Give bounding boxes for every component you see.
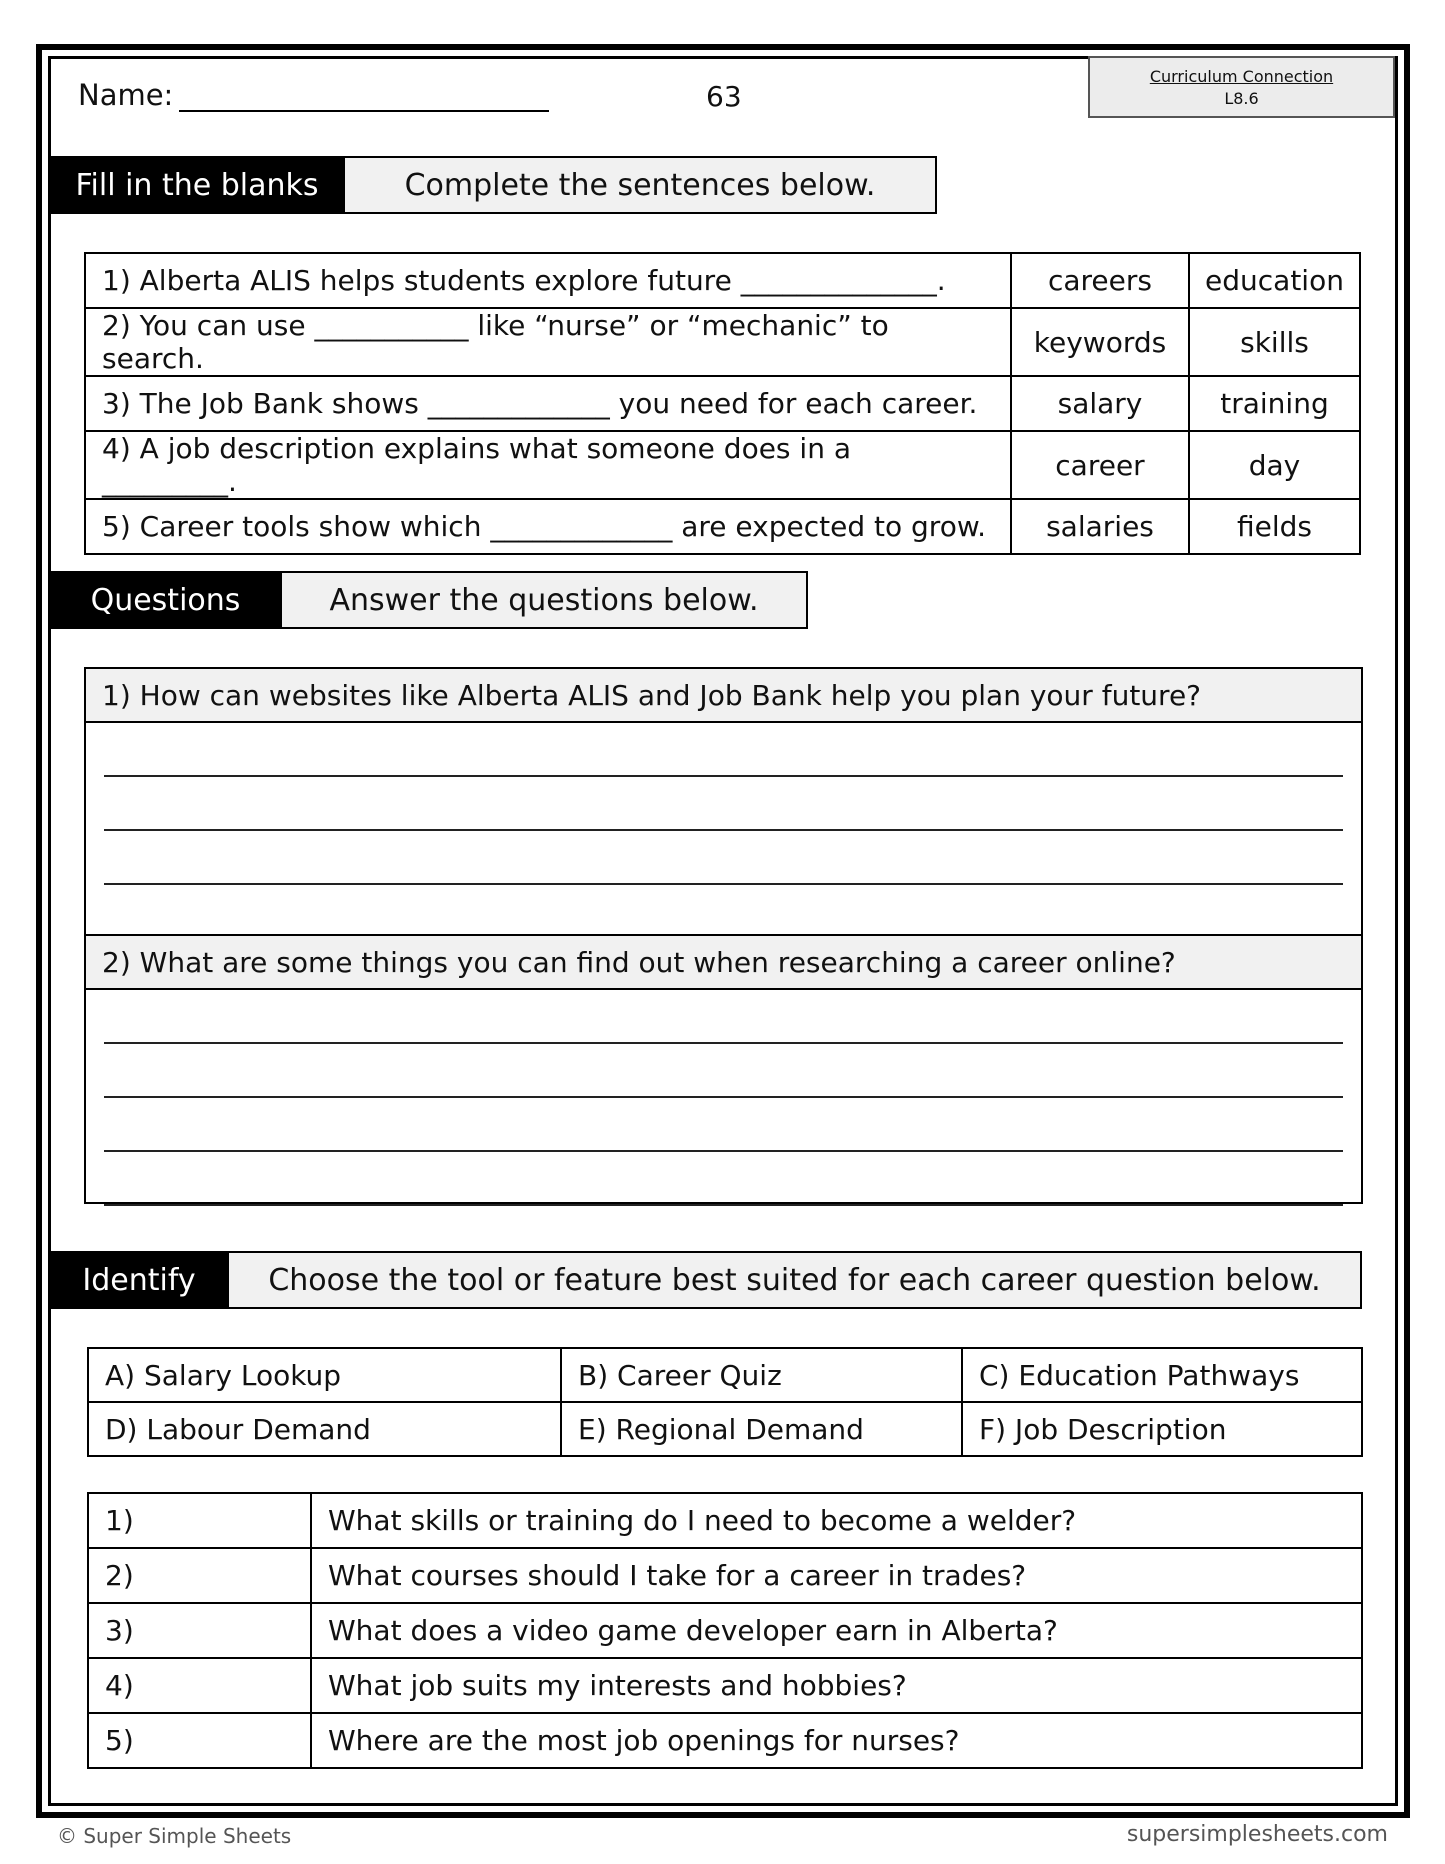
answer-line[interactable]: [104, 885, 1343, 939]
answer-cell[interactable]: 2): [88, 1548, 311, 1603]
table-row: [88, 1493, 1362, 1548]
answer-line[interactable]: [104, 990, 1343, 1044]
question-text: 1) How can websites like Alberta ALIS and Job Bank help you plan your future?: [86, 669, 1361, 723]
answer-line[interactable]: [104, 1152, 1343, 1206]
career-question-cell: Where are the most job openings for nurses?: [311, 1713, 1362, 1768]
identify-header: [51, 1251, 1362, 1309]
career-question-cell: What courses should I take for a career in trades?: [311, 1548, 1362, 1603]
identify-table: [87, 1492, 1363, 1769]
sentence-cell[interactable]: 2) You can use ___________ like “nurse” or “mechanic” to search.: [85, 308, 1011, 376]
word-bank-cell: careers: [1011, 253, 1189, 308]
footer-copyright: © Super Simple Sheets: [57, 1824, 292, 1848]
question-text: 2) What are some things you can find out when researching a career online?: [86, 936, 1361, 990]
career-question-cell: What skills or training do I need to become a welder?: [311, 1493, 1362, 1548]
table-row: [88, 1603, 1362, 1658]
table-row: [88, 1713, 1362, 1768]
table-row: [85, 431, 1360, 499]
section-label: Questions: [51, 571, 280, 629]
curriculum-title: Curriculum Connection: [1149, 67, 1334, 86]
table-row: [88, 1658, 1362, 1713]
choice-cell: B) Career Quiz: [561, 1348, 962, 1402]
choice-cell: D) Labour Demand: [88, 1402, 561, 1456]
answer-cell[interactable]: 1): [88, 1493, 311, 1548]
table-row: [85, 376, 1360, 431]
table-row: [88, 1348, 1362, 1402]
word-bank-cell: salaries: [1011, 499, 1189, 554]
word-bank-cell: fields: [1189, 499, 1360, 554]
section-label: Fill in the blanks: [51, 156, 343, 214]
tool-choices-table: [87, 1347, 1363, 1457]
section-instruction: Choose the tool or feature best suited for each career question below.: [227, 1251, 1362, 1309]
choice-cell: C) Education Pathways: [962, 1348, 1362, 1402]
word-bank-cell: skills: [1189, 308, 1360, 376]
choice-cell: E) Regional Demand: [561, 1402, 962, 1456]
answer-line[interactable]: [104, 1044, 1343, 1098]
word-bank-cell: keywords: [1011, 308, 1189, 376]
answer-line[interactable]: [104, 831, 1343, 885]
question-box-1: [84, 667, 1363, 937]
section-instruction: Complete the sentences below.: [343, 156, 937, 214]
word-bank-cell: career: [1011, 431, 1189, 499]
footer-website[interactable]: supersimplesheets.com: [1126, 1822, 1388, 1847]
question-box-2: [84, 934, 1363, 1204]
table-row: [88, 1548, 1362, 1603]
choice-cell: F) Job Description: [962, 1402, 1362, 1456]
sentence-cell[interactable]: 5) Career tools show which _____________ are expected to grow.: [85, 499, 1011, 554]
answer-line[interactable]: [104, 777, 1343, 831]
answer-line[interactable]: [104, 723, 1343, 777]
table-row: [85, 499, 1360, 554]
questions-header: [51, 571, 808, 629]
answer-line[interactable]: [104, 1098, 1343, 1152]
career-question-cell: What job suits my interests and hobbies?: [311, 1658, 1362, 1713]
sentence-cell[interactable]: 4) A job description explains what someone does in a _________.: [85, 431, 1011, 499]
section-instruction: Answer the questions below.: [280, 571, 808, 629]
career-question-cell: What does a video game developer earn in Alberta?: [311, 1603, 1362, 1658]
table-row: [85, 308, 1360, 376]
word-bank-cell: training: [1189, 376, 1360, 431]
word-bank-cell: education: [1189, 253, 1360, 308]
answer-cell[interactable]: 5): [88, 1713, 311, 1768]
choice-cell: A) Salary Lookup: [88, 1348, 561, 1402]
curriculum-connection-box: [1088, 56, 1395, 118]
word-bank-cell: salary: [1011, 376, 1189, 431]
table-row: [88, 1402, 1362, 1456]
name-label: Name:: [78, 78, 174, 112]
sentence-cell[interactable]: 3) The Job Bank shows _____________ you need for each career.: [85, 376, 1011, 431]
curriculum-code: L8.6: [1224, 89, 1259, 108]
table-row: [85, 253, 1360, 308]
name-input-line[interactable]: [179, 80, 549, 112]
fill-blanks-table: [84, 252, 1361, 555]
section-label: Identify: [51, 1251, 227, 1309]
page-number: 63: [706, 80, 742, 113]
word-bank-cell: day: [1189, 431, 1360, 499]
sentence-cell[interactable]: 1) Alberta ALIS helps students explore future ______________.: [85, 253, 1011, 308]
name-row: [78, 78, 549, 112]
answer-cell[interactable]: 4): [88, 1658, 311, 1713]
answer-cell[interactable]: 3): [88, 1603, 311, 1658]
fill-blanks-header: [51, 156, 937, 214]
